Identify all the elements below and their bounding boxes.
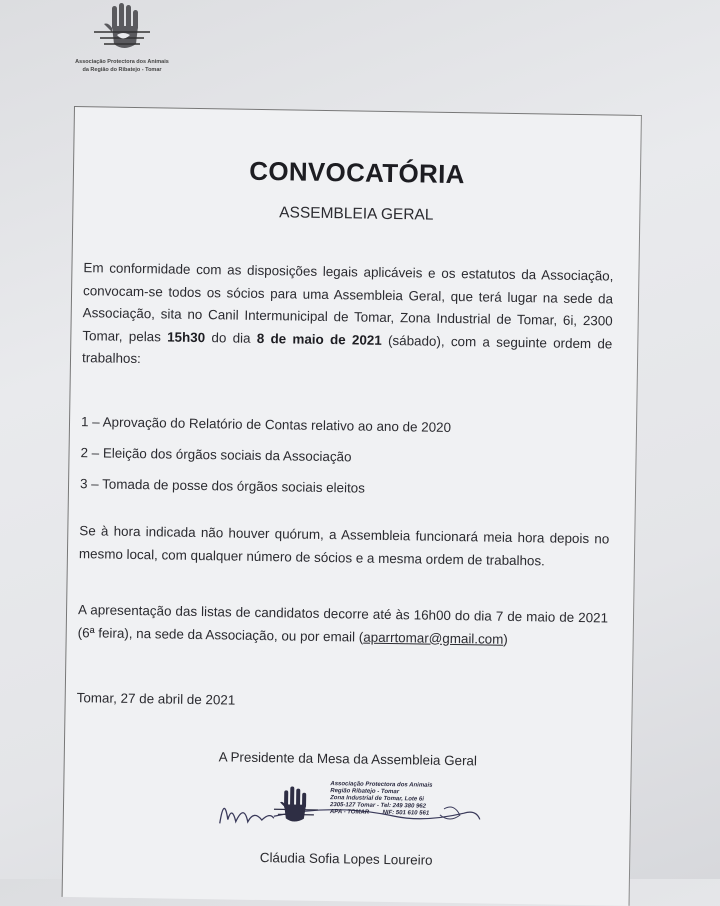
stamp-line-1: Associação Protectora dos Animais (330, 781, 433, 789)
stamp-line-5: APA - TOMAR NIF: 501 610 561 (329, 809, 430, 817)
intro-paragraph (82, 257, 614, 378)
association-logo (62, 2, 182, 74)
meeting-date: 8 de maio de 2021 (256, 330, 382, 348)
intro-text-3: (sábado), com a seguinte ordem de trabalhos: (81, 332, 613, 367)
intro-text-1: Em conformidade com as disposições legais aplicáveis e os estatutos da Associação, convocam-se todos os sócios para uma Assembleia Geral, que terá lugar na sede da Associação, sita no Canil Intermunicipal de Tomar, Zona Industrial de Tomar, 6i, 2300 Tomar, pelas (82, 260, 614, 344)
stamp-text (330, 781, 433, 818)
logo-org-line1: Associação Protectora dos Animais (75, 59, 169, 65)
candidates-text-1: A apresentação das listas de candidatos decorre até às 16h00 do dia 7 de maio de 2021 (6ª feira), na sede da Associação, ou por email ( (77, 602, 609, 645)
stamp-line-3: Zona Industrial de Tomar, Lote 6i (330, 795, 424, 803)
contact-email[interactable]: aparrtomar@gmail.com (363, 629, 504, 647)
page-subtitle: ASSEMBLEIA GERAL (279, 204, 434, 224)
intro-text-2: do dia (205, 329, 257, 346)
candidates-paragraph (78, 599, 609, 652)
quorum-paragraph: Se à hora indicada não houver quórum, a Assembleia funcionará meia hora depois no mesmo local, com qualquer número de sócios e a mesma ordem de trabalhos. (78, 523, 610, 568)
stamp-line-2: Região Ribatejo - Tomar (330, 788, 400, 796)
place-date: Tomar, 27 de abril de 2021 (76, 690, 236, 708)
page-title: CONVOCATÓRIA (249, 155, 465, 190)
agenda-item-3: 3 – Tomada de posse dos órgãos sociais eleitos (79, 476, 366, 496)
association-stamp (213, 775, 494, 849)
stamp-line-4: 2305-127 Tomar - Tel: 249 380 962 (330, 802, 427, 810)
meeting-time: 15h30 (167, 328, 206, 345)
logo-org-line2: da Região do Ribatejo - Tomar (82, 67, 162, 73)
hand-logo-icon (92, 2, 152, 58)
agenda-item-2: 2 – Eleição dos órgãos sociais da Associação (80, 445, 352, 465)
notice-sheet (62, 106, 642, 906)
signatory-title: A Presidente da Mesa da Assembleia Geral (218, 749, 478, 769)
signatory-name: Cláudia Sofia Lopes Loureiro (259, 850, 433, 868)
agenda-item-1: 1 – Aprovação do Relatório de Contas relativo ao ano de 2020 (80, 414, 452, 435)
candidates-text-2: ) (503, 631, 508, 647)
